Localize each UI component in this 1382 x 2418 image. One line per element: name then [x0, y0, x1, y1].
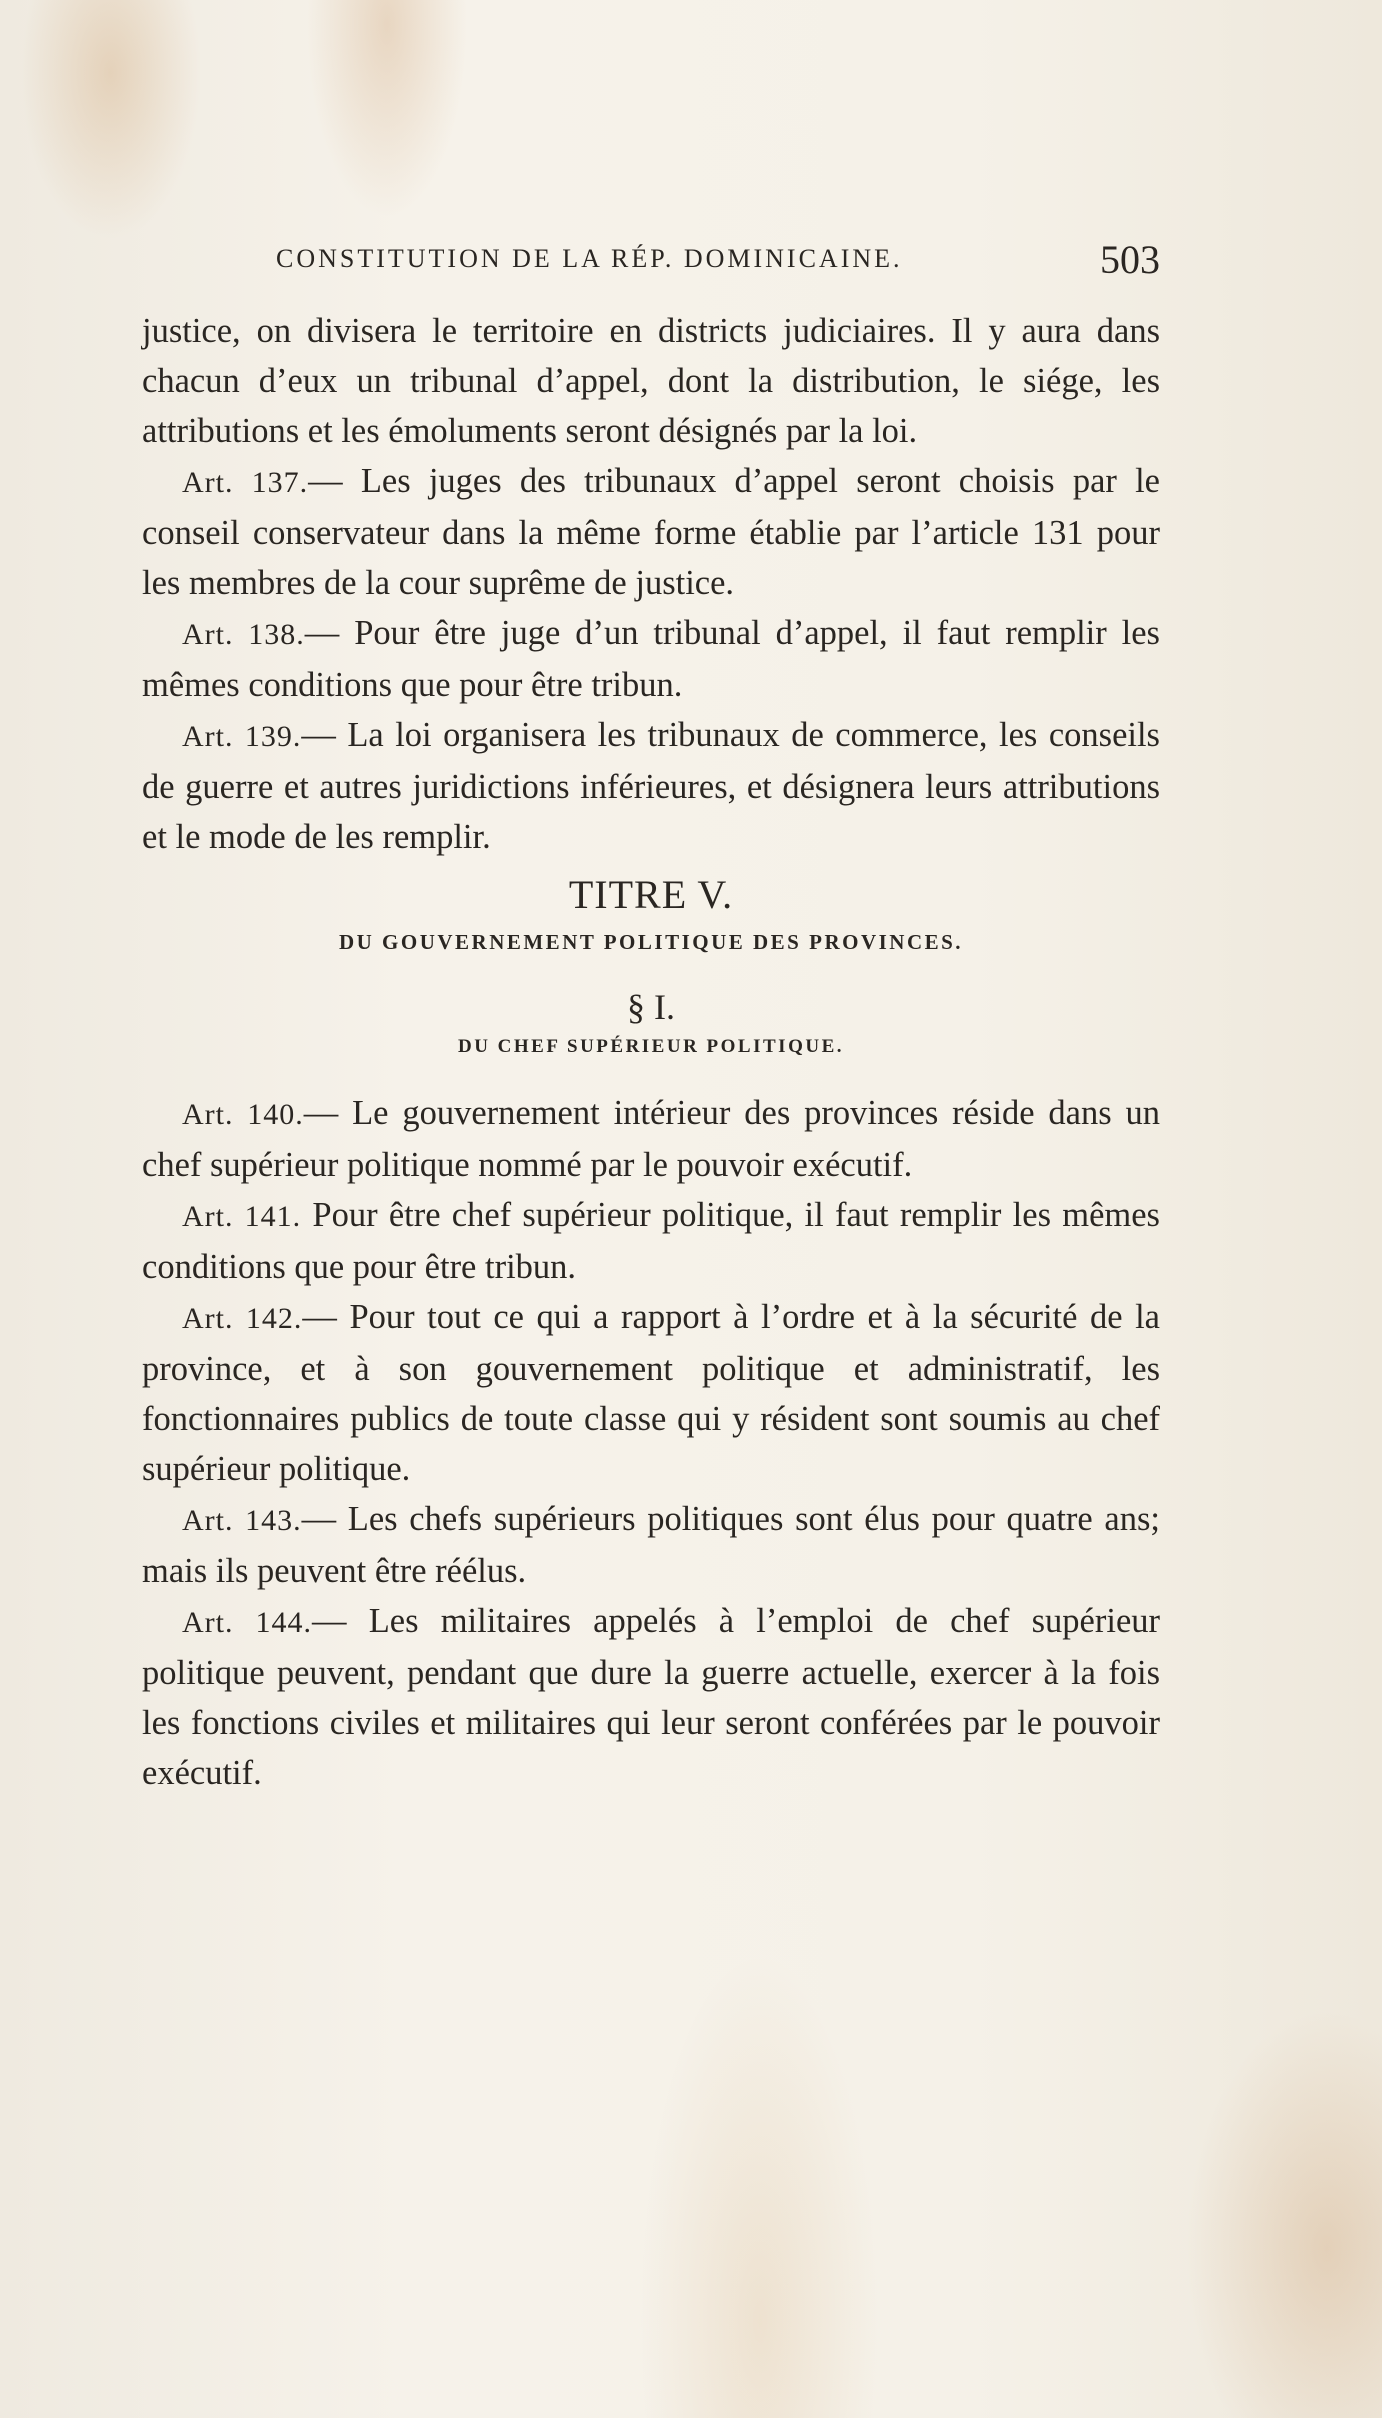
article-label: Art. 138. [182, 618, 305, 651]
page-number: 503 [1100, 237, 1160, 282]
article-139 [142, 710, 1160, 862]
titre-heading: TITRE V. [568, 872, 734, 917]
section-subheading: DU CHEF SUPÉRIEUR POLITIQUE. [457, 1036, 844, 1057]
article-143 [142, 1494, 1160, 1596]
article-144 [142, 1596, 1160, 1798]
article-label: Art. 143. [182, 1504, 302, 1537]
article-label: Art. 137. [182, 466, 309, 499]
running-head [276, 236, 1160, 286]
article-label: Art. 139. [182, 720, 302, 753]
article-text: Pour être chef supérieur politique, il faut remplir les mêmes conditions que pour être tribun. [142, 1196, 1160, 1286]
article-text: — La loi organisera les tribunaux de commerce, les conseils de guerre et autres juridictions inférieures, et désignera leurs attributions et le mode de les remplir. [142, 716, 1160, 856]
article-140 [142, 1088, 1160, 1190]
article-141 [142, 1190, 1160, 1292]
article-text: — Pour être juge d’un tribunal d’appel, il faut remplir les mêmes conditions que pour être tribun. [142, 614, 1160, 704]
article-137 [142, 456, 1160, 608]
running-title: CONSTITUTION DE LA RÉP. DOMINICAINE. [276, 244, 903, 273]
article-label: Art. 141. [182, 1200, 302, 1233]
article-text: — Les militaires appelés à l’emploi de chef supérieur politique peuvent, pendant que dure la guerre actuelle, exercer à la fois les fonctions civiles et militaires qui leur seront conférées par le pouvoir exécutif. [142, 1602, 1160, 1792]
article-label: Art. 142. [182, 1302, 303, 1335]
article-label: Art. 140. [182, 1098, 304, 1131]
article-text: — Les juges des tribunaux d’appel seront choisis par le conseil conservateur dans la même forme établie par l’article 131 pour les membres de la cour suprême de justice. [142, 462, 1160, 602]
section-heading: § I. [627, 987, 675, 1027]
article-138 [142, 608, 1160, 710]
article-text: — Pour tout ce qui a rapport à l’ordre et à la sécurité de la province, et à son gouvernement politique et administratif, les fonctionnaires publics de toute classe qui y résident sont soumis au chef supérieur politique. [142, 1298, 1160, 1488]
body-text-upper [142, 306, 1160, 1798]
article-text: — Le gouvernement intérieur des provinces réside dans un chef supérieur politique nommé par le pouvoir exécutif. [142, 1094, 1160, 1184]
article-text: — Les chefs supérieurs politiques sont élus pour quatre ans; mais ils peuvent être réélus. [142, 1500, 1160, 1590]
titre-subheading: DU GOUVERNEMENT POLITIQUE DES PROVINCES. [338, 930, 964, 954]
article-142 [142, 1292, 1160, 1494]
article-label: Art. 144. [182, 1606, 313, 1639]
continuation-paragraph: justice, on divisera le territoire en districts judiciaires. Il y aura dans chacun d’eux un tribunal d’appel, dont la distribution, le siége, les attributions et les émoluments seront désignés par la loi. [142, 312, 1160, 450]
